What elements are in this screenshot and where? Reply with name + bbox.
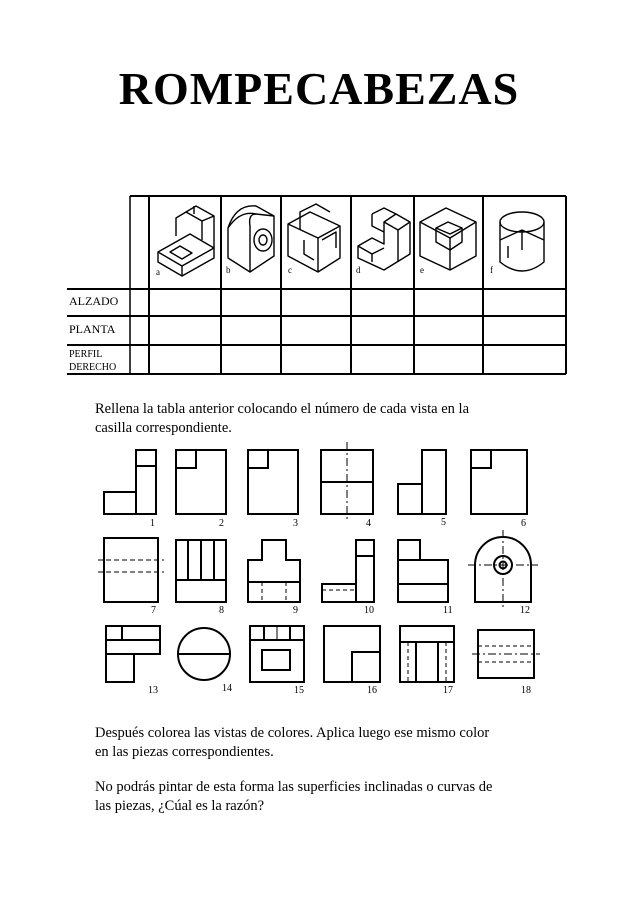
view-number-12: 12 (520, 605, 530, 616)
view-17 (400, 626, 454, 682)
view-18 (472, 630, 540, 678)
view-10 (322, 540, 374, 602)
view-number-6: 6 (521, 518, 526, 529)
view-number-2: 2 (219, 518, 224, 529)
view-5 (398, 450, 446, 514)
instruction-2-line-2: en las piezas correspondientes. (95, 744, 274, 760)
view-number-3: 3 (293, 518, 298, 529)
piece-label-c: c (288, 265, 292, 275)
view-12 (468, 530, 538, 610)
row-label-perfil: PERFIL (69, 349, 103, 360)
row-label-derecho: DERECHO (69, 362, 117, 373)
instruction-3-line-1: No podrás pintar de esta forma las superficies inclinadas o curvas de (95, 779, 493, 795)
piece-a-drawing (158, 206, 214, 276)
row-label-alzado: ALZADO (69, 294, 119, 308)
view-13 (106, 626, 160, 682)
view-16 (324, 626, 380, 682)
view-number-11: 11 (443, 605, 453, 616)
view-number-10: 10 (364, 605, 374, 616)
view-7 (98, 538, 164, 602)
piece-label-e: e (420, 265, 424, 275)
instruction-3-line-2: las piezas, ¿Cúal es la razón? (95, 798, 265, 814)
instruction-2-line-1: Después colorea las vistas de colores. Aplica luego ese mismo color (95, 725, 490, 741)
instruction-color-views (95, 724, 535, 762)
instruction-fill-table (95, 400, 535, 438)
instruction-1-line-1: Rellena la tabla anterior colocando el número de cada vista en la (95, 401, 470, 417)
view-1 (104, 450, 156, 514)
view-number-15: 15 (294, 685, 304, 696)
view-number-18: 18 (521, 685, 531, 696)
view-9 (248, 540, 300, 602)
piece-label-d: d (356, 265, 361, 275)
view-number-1: 1 (150, 518, 155, 529)
piece-b-drawing (228, 206, 274, 272)
view-number-16: 16 (367, 685, 377, 696)
piece-label-b: b (226, 265, 231, 275)
view-number-17: 17 (443, 685, 453, 696)
view-2 (176, 450, 226, 514)
view-11 (398, 540, 448, 602)
view-3 (248, 450, 298, 514)
view-15 (250, 626, 304, 682)
page-title: ROMPECABEZAS (118, 63, 520, 114)
row-label-perfil-derecho (69, 348, 116, 374)
view-number-7: 7 (151, 605, 156, 616)
piece-d-drawing (358, 208, 410, 270)
piece-label-f: f (490, 265, 493, 275)
instruction-1-line-2: casilla correspondiente. (95, 420, 232, 436)
piece-f-drawing (500, 212, 544, 271)
view-number-14: 14 (222, 683, 232, 694)
view-number-5: 5 (441, 517, 446, 528)
view-14 (178, 628, 230, 680)
row-label-planta: PLANTA (69, 322, 116, 336)
view-number-4: 4 (366, 518, 371, 529)
view-number-13: 13 (148, 685, 158, 696)
view-number-8: 8 (219, 605, 224, 616)
view-number-9: 9 (293, 605, 298, 616)
piece-c-drawing (288, 204, 340, 272)
piece-e-drawing (420, 208, 476, 270)
view-6 (471, 450, 527, 514)
view-8 (176, 540, 226, 602)
view-4 (321, 442, 373, 520)
piece-label-a: a (156, 267, 160, 277)
instruction-question (95, 778, 535, 816)
